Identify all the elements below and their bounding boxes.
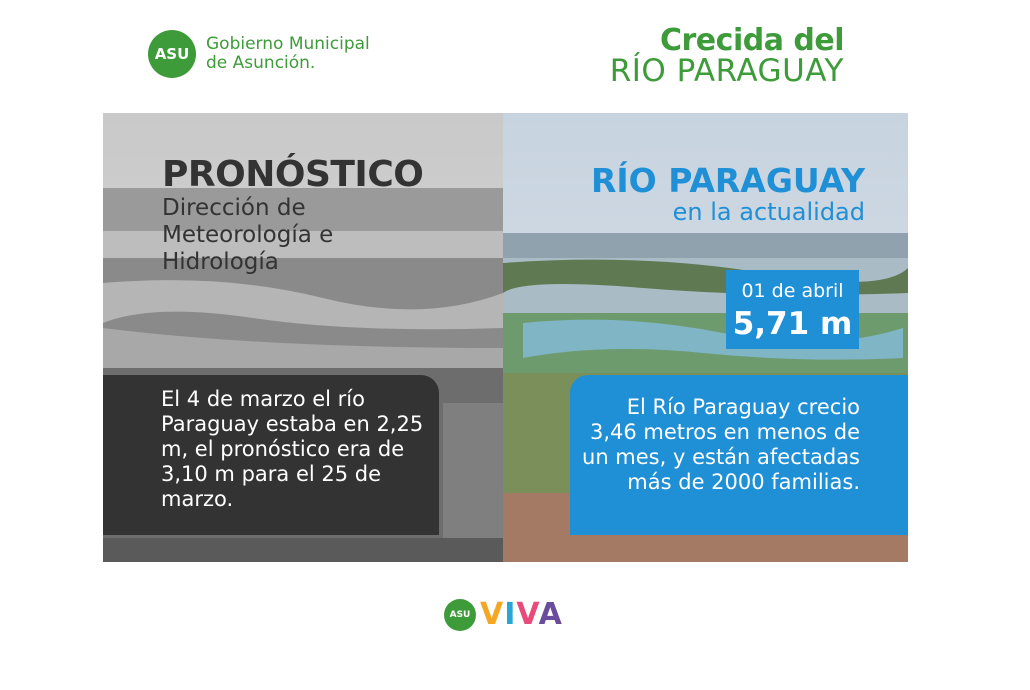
org-name-line2: de Asunción. (206, 53, 316, 73)
forecast-title: PRONÓSTICO (162, 154, 424, 195)
level-badge (726, 270, 859, 349)
current-title: RÍO PARAGUAY (590, 161, 865, 200)
current-text-box (570, 375, 908, 535)
viva-wordmark (480, 597, 563, 632)
viva-letter-2: I (504, 597, 517, 632)
viva-letter-3: V (516, 597, 539, 632)
org-name (206, 35, 370, 73)
current-subtitle: en la actualidad (672, 198, 865, 226)
org-name-line1: Gobierno Municipal (206, 34, 370, 54)
municipal-logo (148, 30, 370, 78)
level-date: 01 de abril (741, 280, 844, 302)
current-heading (591, 163, 865, 225)
viva-letter-1: V (480, 597, 505, 632)
campaign-title-line1: Crecida del (660, 23, 844, 58)
campaign-title (609, 23, 844, 89)
campaign-title-line2: RÍO PARAGUAY (609, 53, 844, 89)
viva-letter-4: A (538, 597, 563, 632)
forecast-text: El 4 de marzo el río Paraguay estaba en 2,25 m, el pronóstico era de 3,10 m para el 25 de marzo. (161, 387, 424, 511)
infographic-panel (103, 113, 908, 562)
asu-logo-icon: ASU (148, 30, 196, 78)
forecast-subtitle-line3: Hidrología (162, 249, 279, 275)
forecast-subtitle-line1: Dirección de (162, 195, 306, 221)
current-text: El Río Paraguay crecio 3,46 metros en menos de un mes, y están afectadas más de 2000 familias. (582, 395, 860, 494)
level-value: 5,71 m (732, 306, 853, 342)
asu-viva-logo (444, 597, 563, 632)
forecast-subtitle-line2: Meteorología e (162, 222, 334, 248)
forecast-text-box (103, 375, 439, 535)
asu-small-logo-icon: ASU (444, 599, 476, 631)
forecast-heading (162, 155, 423, 276)
